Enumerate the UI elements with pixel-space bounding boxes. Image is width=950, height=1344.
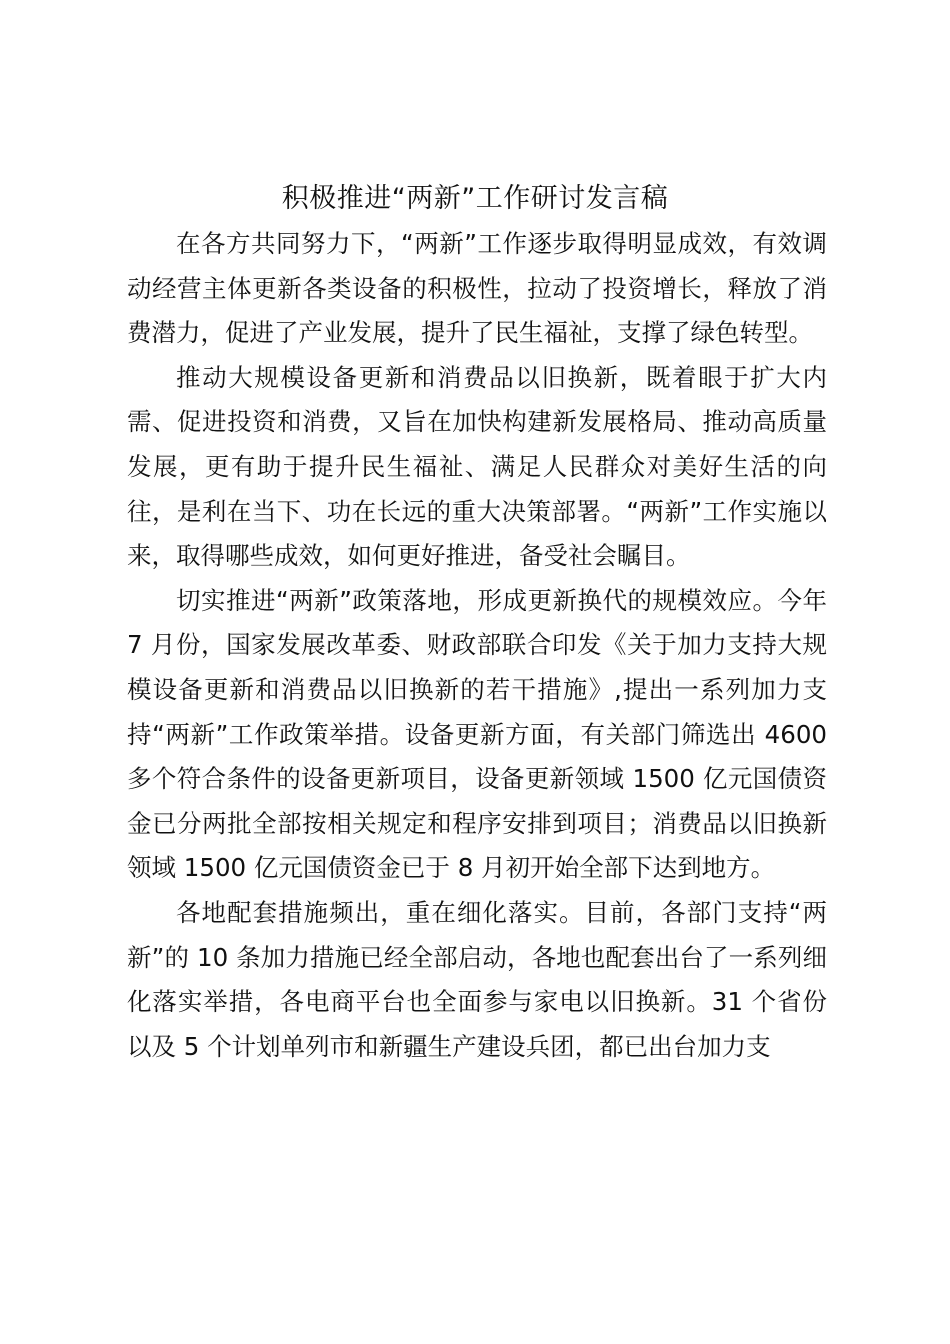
document-body — [127, 222, 827, 1069]
paragraph-3: 切实推进“两新”政策落地，形成更新换代的规模效应。今年 7 月份，国家发展改革委、财政部联合印发《关于加力支持大规模设备更新和消费品以旧换新的若干措施》,提出一系列加力支持“两新”工作政策举措。设备更新方面，有关部门筛选出 4600 多个符合条件的设备更新项目，设备更新领域 1500 亿元国债资金已分两批全部按相关规定和程序安排到项目；消费品以旧换新领域 1500 亿元国债资金已于 8 月初开始全部下达到地方。 — [127, 585, 827, 883]
document-title: 积极推进“两新”工作研讨发言稿 — [281, 183, 669, 214]
paragraph-1: 在各方共同努力下，“两新”工作逐步取得明显成效，有效调动经营主体更新各类设备的积极性，拉动了投资增长，释放了消费潜力，促进了产业发展，提升了民生福祉，支撑了绿色转型。 — [127, 229, 827, 348]
paragraph-2: 推动大规模设备更新和消费品以旧换新，既着眼于扩大内需、促进投资和消费，又旨在加快构建新发展格局、推动高质量发展，更有助于提升民生福祉、满足人民群众对美好生活的向往，是利在当下、功在长远的重大决策部署。“两新”工作实施以来，取得哪些成效，如何更好推进，备受社会瞩目。 — [127, 362, 827, 571]
paragraph-4: 各地配套措施频出，重在细化落实。目前，各部门支持“两新”的 10 条加力措施已经全部启动，各地也配套出台了一系列细化落实举措，各电商平台也全面参与家电以旧换新。31 个省份以及 5 个计划单列市和新疆生产建设兵团，都已出台加力支 — [127, 897, 827, 1061]
